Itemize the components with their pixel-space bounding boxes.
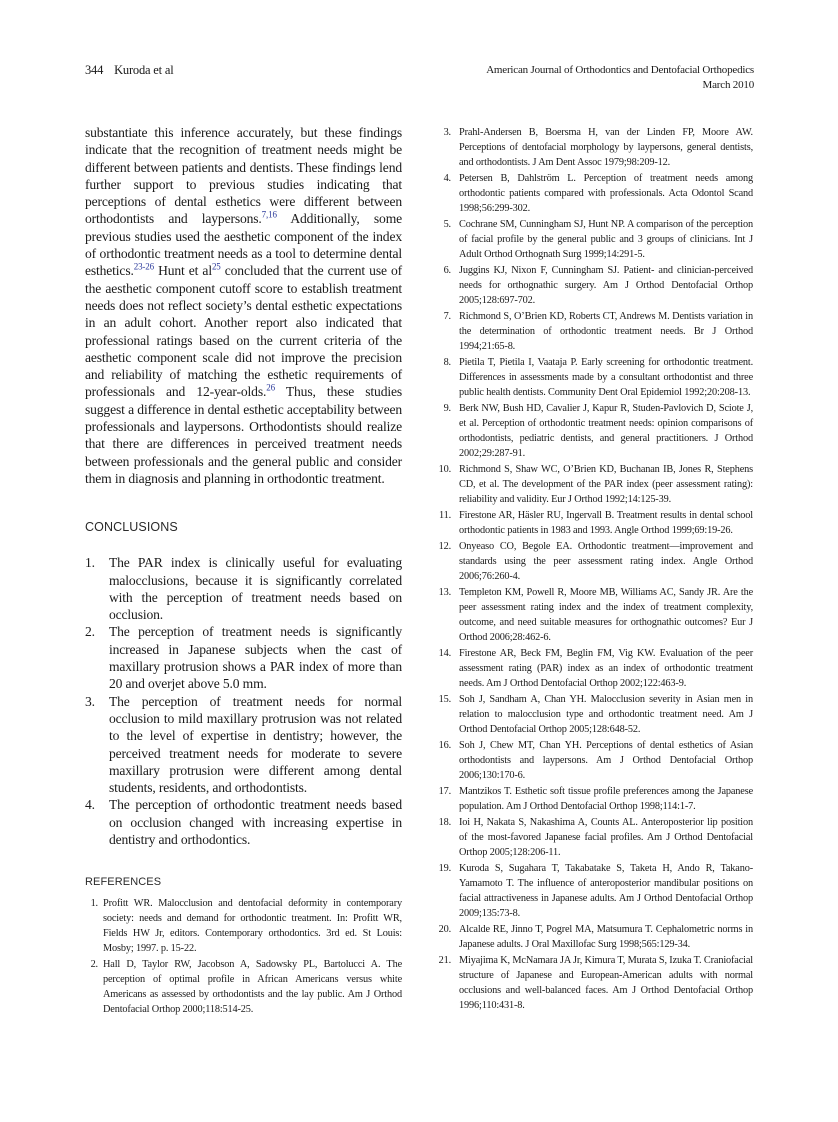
- reference-item-number: 8.: [443, 357, 451, 368]
- reference-item-text: Pietila T, Pietila I, Vaataja P. Early screening for orthodontic treatment. Differences in assessments made by a consultant orthodontist and three public health dentists. Community Dent Oral Epidemiol 1992;20:208-13.: [459, 357, 753, 398]
- reference-item-number: 3.: [443, 127, 451, 138]
- reference-item: [440, 953, 753, 1013]
- conclusion-item-number: 4.: [85, 797, 95, 813]
- running-author: Kuroda et al: [114, 63, 174, 77]
- reference-item: [440, 585, 753, 645]
- reference-item-text: Firestone AR, Häsler RU, Ingervall B. Treatment results in dental school orthodontic patients in 1983 and 1993. Angle Orthod 1999;69:19-26.: [459, 510, 753, 536]
- running-header-left: [85, 63, 173, 78]
- reference-item-number: 13.: [438, 587, 451, 598]
- conclusion-item-text: The PAR index is clinically useful for evaluating malocclusions, because it is significantly correlated with the perception of treatment needs based on occlusion.: [109, 555, 402, 623]
- reference-item-text: Templeton KM, Powell R, Moore MB, Williams AC, Sandy JR. Are the peer assessment rating index and the index of treatment complexity, outcome, and need suitable measures for orthognathic outcomes? Eur J Orthod 2006;28:462-6.: [459, 587, 753, 643]
- reference-item: [440, 217, 753, 262]
- reference-item: [440, 539, 753, 584]
- reference-item-number: 4.: [443, 173, 451, 184]
- reference-item-number: 5.: [443, 219, 451, 230]
- reference-item-text: Onyeaso CO, Begole EA. Orthodontic treatment—improvement and standards using the peer assessment rating index. Angle Orthod 2006;76:260-4.: [459, 541, 753, 582]
- reference-item-text: Profitt WR. Malocclusion and dentofacial deformity in contemporary society: needs and demand for orthodontic treatment. In: Profitt WR, Fields HW Jr, editors. Contemporary orthodontics. 3rd ed. St Louis: Mosby; 1997. p. 15-22.: [103, 898, 402, 955]
- reference-item-number: 18.: [438, 817, 451, 828]
- reference-item-text: Alcalde RE, Jinno T, Pogrel MA, Matsumura T. Cephalometric norms in Japanese adults. J Oral Maxillofac Surg 1998;565:129-34.: [459, 924, 753, 950]
- conclusion-item: [85, 796, 402, 848]
- reference-item-text: Ioi H, Nakata S, Nakashima A, Counts AL. Anteroposterior lip position of the most-favored Japanese facial profiles. Am J Orthod Dentofacial Orthop 2005;128:206-11.: [459, 817, 753, 858]
- reference-item-text: Juggins KJ, Nixon F, Cunningham SJ. Patient- and clinician-perceived needs for orthognathic surgery. Am J Orthod Dentofacial Orthop 2005;128:697-702.: [459, 265, 753, 306]
- reference-item-text: Soh J, Chew MT, Chan YH. Perceptions of dental esthetics of Asian orthodontists and laypersons. Am J Orthod Dentofacial Orthop 2006;130:170-6.: [459, 740, 753, 781]
- page-number: 344: [85, 63, 104, 77]
- reference-item-number: 9.: [443, 403, 451, 414]
- reference-item: [440, 692, 753, 737]
- reference-item-text: Petersen B, Dahlström L. Perception of treatment needs among orthodontic patients compared with professionals. Acta Odontol Scand 1998;56:299-302.: [459, 173, 753, 214]
- citation-link[interactable]: 26: [266, 382, 275, 393]
- running-header-right: [486, 63, 754, 93]
- paragraph-text: Thus, these studies suggest a difference in dental esthetic acceptability between professionals and laypersons. Orthodontists should realize that there are differences in perceived treatment needs between professionals and the general public and consider them in diagnosis and planning in orthodontic treatment.: [85, 384, 402, 486]
- right-column: [440, 125, 753, 1014]
- reference-item-text: Mantzikos T. Esthetic soft tissue profile preferences among the Japanese population. Am J Orthod Dentofacial Orthop 1998;114:1-7.: [459, 786, 753, 812]
- reference-item-number: 17.: [438, 786, 451, 797]
- conclusion-item-number: 3.: [85, 693, 95, 709]
- conclusion-item: [85, 623, 402, 692]
- reference-item-text: Berk NW, Bush HD, Cavalier J, Kapur R, Studen-Pavlovich D, Sciote J, et al. Perception of orthodontic treatment needs: opinion comparisons of orthodontists, pediatric dentists, and general practitioners. J Orthod 2002;29:287-91.: [459, 403, 753, 459]
- conclusion-item-text: The perception of orthodontic treatment needs based on occlusion changed with increasing expertise in dentistry and orthodontics.: [109, 797, 402, 847]
- journal-title: American Journal of Orthodontics and Dentofacial Orthopedics: [486, 64, 754, 76]
- reference-item: [440, 401, 753, 461]
- reference-item: [85, 896, 402, 956]
- conclusions-heading: CONCLUSIONS: [85, 520, 178, 535]
- reference-item-number: 11.: [438, 510, 451, 521]
- reference-item-text: Richmond S, Shaw WC, O’Brien KD, Buchanan IB, Jones R, Stephens CD, et al. The development of the PAR index (peer assessment rating): reliability and validity. Eur J Orthod 1992;14:125-39.: [459, 464, 753, 505]
- reference-item-number: 12.: [438, 541, 451, 552]
- reference-item-number: 16.: [438, 740, 451, 751]
- reference-item-number: 14.: [438, 648, 451, 659]
- discussion-paragraph: [85, 124, 402, 487]
- reference-item: [440, 815, 753, 860]
- conclusions-list: [85, 554, 402, 848]
- reference-item-number: 6.: [443, 265, 451, 276]
- paragraph-text: Hunt et al: [153, 263, 212, 279]
- references-heading: REFERENCES: [85, 876, 162, 889]
- reference-item-number: 20.: [438, 924, 451, 935]
- reference-item-text: Miyajima K, McNamara JA Jr, Kimura T, Murata S, Izuka T. Craniofacial structure of Japanese and European-American adults with normal occlusions and well-balanced faces. Am J Orthod Dentofacial Orthop 1996;110:431-8.: [459, 955, 753, 1011]
- reference-item-text: Cochrane SM, Cunningham SJ, Hunt NP. A comparison of the perception of facial profile by the general public and 3 groups of clinicians. Int J Adult Orthod Orthognath Surg 1999;14:291-5.: [459, 219, 753, 260]
- reference-item-number: 10.: [438, 464, 451, 475]
- reference-item: [440, 784, 753, 814]
- reference-item: [440, 125, 753, 170]
- reference-item-text: Kuroda S, Sugahara T, Takabatake S, Taketa H, Ando R, Takano-Yamamoto T. The influence of anteroposterior mandibular positions on facial attractiveness in Japanese adults. Am J Orthod Dentofacial Orthop 2009;135:73-8.: [459, 863, 753, 919]
- reference-item: [440, 462, 753, 507]
- reference-item: [440, 171, 753, 216]
- reference-item-number: 15.: [438, 694, 451, 705]
- conclusion-item-number: 2.: [85, 624, 95, 640]
- reference-item: [440, 738, 753, 783]
- citation-link[interactable]: 7,16: [261, 209, 277, 220]
- left-column: [85, 124, 402, 1018]
- citation-link[interactable]: 23-26: [133, 261, 154, 272]
- paragraph-text: concluded that the current use of the aesthetic component cutoff score to establish treatment needs does not reflect society’s dental esthetic expectations in an adult cohort. Another report also indicated that professional ratings based on the current criteria of the aesthetic component scale did not improve the precision and reliability of matching the esthetic requirements of professionals and 12-year-olds.: [85, 263, 402, 400]
- reference-item-text: Firestone AR, Beck FM, Beglin FM, Vig KW. Evaluation of the peer assessment rating (PAR) index as an index of orthodontic treatment needs. Am J Orthod Dentofacial Orthop 2002;122:463-9.: [459, 648, 753, 689]
- reference-item-number: 7.: [443, 311, 451, 322]
- references-list-right: [440, 125, 753, 1013]
- reference-item: [440, 861, 753, 921]
- reference-item: [440, 508, 753, 538]
- paragraph-text: substantiate this inference accurately, but these findings indicate that the recognition of treatment needs might be different between patients and dentists. These findings lend further support to previous studies indicating that perceptions of dental esthetics were different between orthodontists and laypersons.: [85, 125, 402, 227]
- citation-link[interactable]: 25: [211, 261, 221, 272]
- reference-item-text: Richmond S, O’Brien KD, Roberts CT, Andrews M. Dentists variation in the determination of orthodontic treatment needs. Br J Orthod 1994;21:65-8.: [459, 311, 753, 352]
- reference-item-number: 2.: [90, 959, 98, 971]
- reference-item: [440, 309, 753, 354]
- reference-item: [85, 957, 402, 1017]
- reference-item-number: 1.: [90, 898, 98, 910]
- reference-item: [440, 646, 753, 691]
- issue-date: March 2010: [702, 79, 754, 91]
- conclusion-item: [85, 554, 402, 623]
- paragraph-text: Additionally, some previous studies used the aesthetic component of the index of orthodontic treatment needs as a tool to determine dental esthetics.: [85, 211, 403, 279]
- reference-item-text: Soh J, Sandham A, Chan YH. Malocclusion severity in Asian men in relation to malocclusion type and orthodontic treatment need. Am J Orthod Dentofacial Orthop 2005;128:648-52.: [459, 694, 753, 735]
- conclusion-item-number: 1.: [85, 555, 95, 571]
- reference-item: [440, 355, 753, 400]
- conclusion-item-text: The perception of treatment needs for normal occlusion to mild maxillary protrusion was not related to the level of expertise in dentistry; however, the perceived treatment needs for moderate to severe maxillary protrusion were different among dental students, residents, and orthodontists.: [109, 693, 402, 796]
- reference-item-number: 21.: [438, 955, 451, 966]
- conclusion-item-text: The perception of treatment needs is significantly increased in Japanese subjects when the cast of maxillary protrusion shows a PAR index of more than 20 and overjet above 5.0 mm.: [109, 624, 402, 692]
- conclusion-item: [85, 693, 402, 797]
- references-list-left: [85, 896, 402, 1017]
- reference-item-text: Hall D, Taylor RW, Jacobson A, Sadowsky PL, Bartolucci A. The perception of optimal profile in African Americans versus white Americans as assessed by orthodontists and the lay public. Am J Orthod Dentofacial Orthop 2000;118:514-25.: [103, 959, 402, 1016]
- reference-item: [440, 922, 753, 952]
- reference-item: [440, 263, 753, 308]
- reference-item-number: 19.: [438, 863, 451, 874]
- reference-item-text: Prahl-Andersen B, Boersma H, van der Linden FP, Moore AW. Perceptions of dentofacial morphology by laypersons, general dentists, and orthodontists. J Am Dent Assoc 1979;98:209-12.: [459, 127, 753, 168]
